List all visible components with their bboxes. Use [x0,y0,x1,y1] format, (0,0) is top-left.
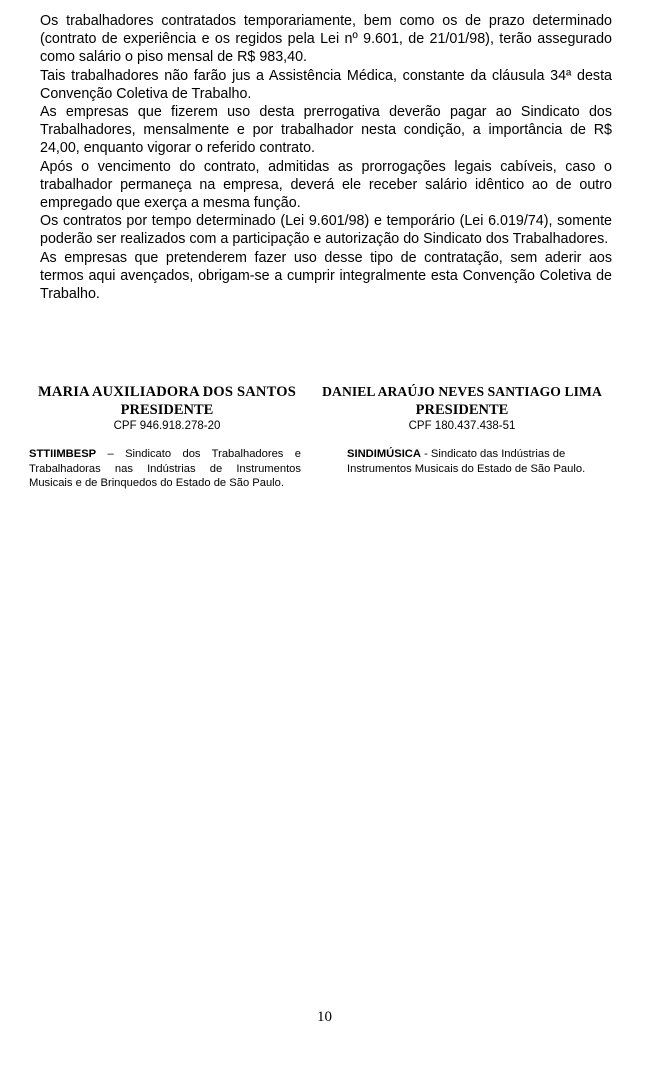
signatory-cpf: CPF 180.437.438-51 [408,420,516,432]
signatory-title: PRESIDENTE [415,402,509,418]
paragraph-contract-expiry: Após o vencimento do contrato, admitidas as prorrogações legais cabíveis, caso o trabalhador permaneça na empresa, deverá ele receber salário idêntico ao de outro empregado que exerça a mesma função. [40,158,612,212]
paragraph-temporary-workers-salary: Os trabalhadores contratados temporariamente, bem como os de prazo determinado (contrato de experiência e os regidos pela Lei nº 9.601, de 21/01/98), terão assegurado como salário o piso mensal de R$ 983,40. [40,13,612,66]
clause-body-text [40,12,612,303]
signatory-name: DANIEL ARAÚJO NEVES SANTIAGO LIMA [322,384,602,399]
paragraph-union-payment: As empresas que fizerem uso desta prerrogativa deverão pagar ao Sindicato dos Trabalhadores, mensalmente e por trabalhador nesta condição, a importância de R$ 24,00, enquanto vigorar o referido contrato. [40,104,612,157]
paragraph-contract-authorization: Os contratos por tempo determinado (Lei 9.601/98) e temporário (Lei 6.019/74), somente poderão ser realizados com a participação e autorização do Sindicato dos Trabalhadores. [40,213,612,248]
union-description-left [29,447,301,491]
signature-block-right [320,383,604,434]
paragraph-compliance-obligation: As empresas que pretenderem fazer uso desse tipo de contratação, sem aderir aos termos aqui avençados, obrigam-se a cumprir integralmente esta Convenção Coletiva de Trabalho. [40,249,612,303]
signatory-title: PRESIDENTE [120,402,214,418]
signature-block-left [27,383,307,434]
union-acronym: SINDIMÚSICA [347,448,421,460]
page-number: 10 [317,1009,332,1025]
signatory-name: MARIA AUXILIADORA DOS SANTOS [38,384,296,400]
union-full-name: - Sindicato das Indústrias de Instrumentos Musicais do Estado de São Paulo. [347,448,586,475]
union-full-name: – Sindicato dos Trabalhadores e Trabalhadoras nas Indústrias de Instrumentos Musicais e de Brinquedos do Estado de São Paulo. [29,448,301,490]
signatory-cpf: CPF 946.918.278-20 [113,420,221,432]
union-description-right [347,447,597,476]
union-acronym: STTIIMBESP [29,448,97,460]
paragraph-medical-assistance: Tais trabalhadores não farão jus a Assistência Médica, constante da cláusula 34ª desta Convenção Coletiva de Trabalho. [40,67,612,102]
